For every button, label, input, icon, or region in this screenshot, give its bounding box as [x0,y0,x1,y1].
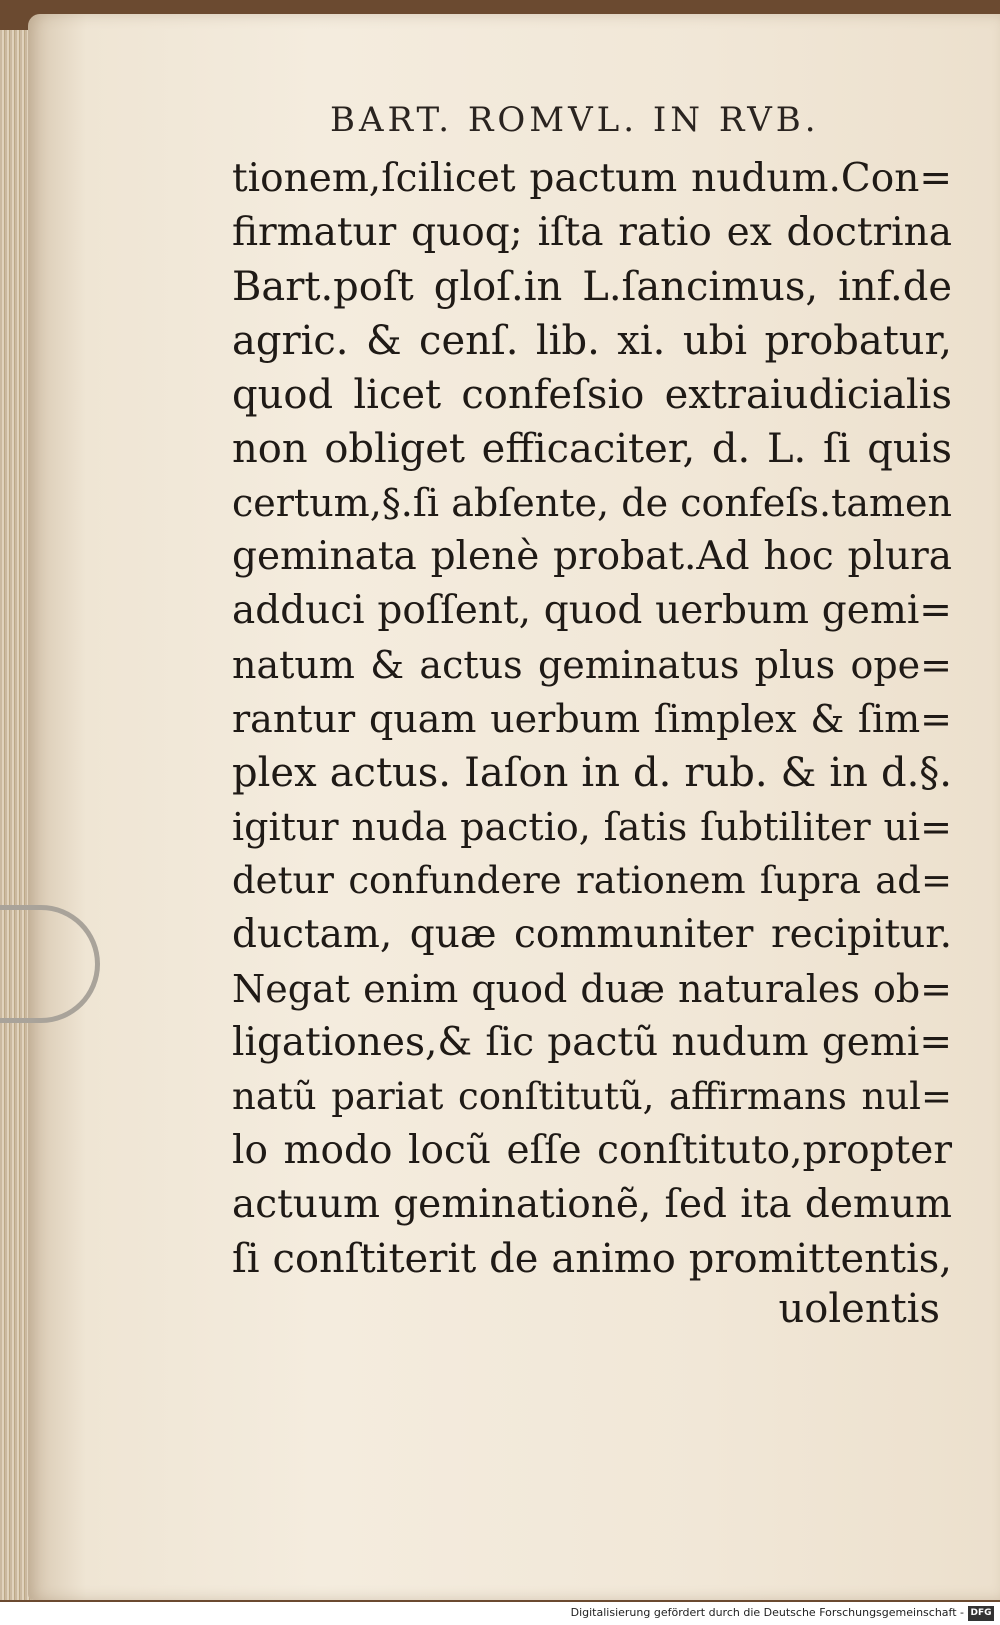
body-text [232,152,952,1286]
text-line: ductam, quæ communiter recipitur. [232,912,952,957]
text-line: Negat enim quod duæ naturales ob= [232,967,952,1011]
text-line: tionem,ſcilicet pactum nudum.Con= [232,156,952,201]
text-line: rantur quam uerbum ſimplex & ſim= [232,697,952,741]
text-line: ſi conſtiterit de animo promittentis, [232,1236,952,1282]
text-line: firmatur quoq; iſta ratio ex doctrina [232,210,952,255]
text-line: natũ pariat conſtitutũ, affirmans nul= [232,1075,952,1118]
text-line: non obliget efficaciter, d. L. ſi quis [232,426,952,472]
text-line: certum,§.ſi abſente, de confeſs.tamen [232,481,952,525]
text-line: adduci poſſent, quod uerbum gemi= [232,588,952,633]
running-header: BART. ROMVL. IN RVB. [330,100,820,140]
digitization-footer [0,1602,1000,1625]
text-line: Bart.poſt gloſ.in L.ſancimus, inf.de [232,264,952,310]
text-line: igitur nuda pactio, ſatis ſubtiliter ui= [232,805,952,849]
text-line: agric. & cenſ. lib. xi. ubi probatur, [232,318,952,364]
footer-credit: Digitalisierung gefördert durch die Deutsche Forschungsgemeinschaft - [570,1606,964,1619]
dfg-logo: DFG [968,1606,994,1621]
text-line: lo modo locũ eſſe conſtituto,propter [232,1128,952,1173]
text-line: plex actus. Iaſon in d. rub. & in d.§. [232,750,952,796]
text-line: actuum geminationẽ, ſed ita demum [232,1182,952,1227]
text-line: geminata plenè probat.Ad hoc plura [232,534,952,579]
text-line: natum & actus geminatus plus ope= [232,643,952,687]
text-line: ligationes,& ſic pactũ nudum gemi= [232,1020,952,1065]
catchword: uolentis [778,1286,940,1332]
text-line: detur confundere rationem ſupra ad= [232,859,952,902]
text-line: quod licet confeſsio extraiudicialis [232,372,952,418]
